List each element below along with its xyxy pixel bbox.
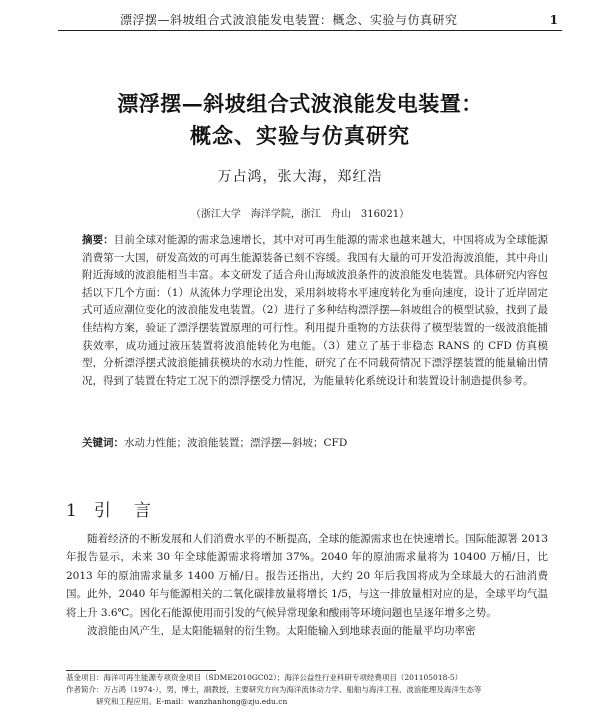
keywords-text: 水动力性能；波浪能装置；漂浮摆—斜坡；CFD [124,437,348,449]
section-title: 引 言 [93,501,154,521]
paper-title-line-2: 概念、实验与仿真研究 [190,123,410,148]
section-heading [66,496,154,521]
authors: 万占鸿，张大海，郑红浩 [217,169,383,185]
footnote-author-info: 作者简介：万占鸿（1974-），男，博士，副教授，主要研究方向为海洋流体动力学、船舶与海洋工程、波浪能理及海洋生态等 [66,685,482,694]
abstract-text: 目前全球对能源的需求急速增长，其中对可再生能源的需求也越来越大，中国将成为全球能源消费第一大国，研发高效的可再生能源装备已刻不容缓。我国有大量的可开发沿海波浪能，其中舟山附近海域的波浪能相当丰富。本文研发了适合舟山海域波浪条件的波浪能发电装置。具体研究内容包括以下几个方面：（1）从流体力学理论出发，采用斜坡将水平速度转化为垂向速度，设计了近岸固定式可适应潮位变化的波浪能发电装置。（2）进行了多种结构漂浮摆—斜坡组合的模型试验，找到了最佳结构方案，验证了漂浮摆装置原理的可行性。利用提升重物的方法获得了模型装置的一级波浪能捕获效率，成功通过液压装置将波浪能转化为电能。（3）建立了基于非稳态 RANS 的 CFD 仿真模型，分析漂浮摆式波浪能捕获模块的水动力性能，研究了在不同载荷情况下漂浮摆装置的能量输出情况，得到了装置在特定工况下的漂浮摆受力情况，为能量转化系统设计和装置设计制造提供参考。 [82,234,549,387]
running-head [58,10,562,31]
body-paragraph: 波浪能由风产生，是太阳能辐射的衍生物。太阳能输入到地球表面的能量平均功率密 [87,625,476,638]
abstract-label: 摘要： [82,234,114,246]
footnote-author-info-continued: 研究和工程应用。E-mail：wanzhanhong@zju.edu.cn [96,697,288,706]
footnotes [66,672,550,708]
body-paragraph: 随着经济的不断发展和人们消费水平的不断提高，全球的能源需求也在快速增长。国际能源署 2013 年报告显示，未来 30 年全球能源需求将增加 37%。2040 年的原油需求量将为 10400 万桶/日，比 2013 年的原油需求量多 1400 万桶/日。报告还指出，大约 20 年后我国将成为全球最大的石油消费国。此外，2040 年与能源相关的二氧化碳排放量将增长 1/5，与这一排放量相对应的是，全球平均气温将上升 3.6℃。因化石能源使用而引发的气候异常现象和酸雨等环境问题也呈逐年增多之势。 [66,533,548,619]
page-number: 1 [549,13,558,27]
section-number: 1 [66,501,80,521]
keywords-label: 关键词： [82,437,124,449]
abstract [82,232,548,390]
running-head-title: 漂浮摆—斜坡组合式波浪能发电装置：概念、实验与仿真研究 [120,13,458,27]
affiliation: （浙江大学 海洋学院，浙江 舟山 316021） [190,209,410,220]
keywords [82,434,548,452]
footnote-funding: 基金项目：海洋可再生能源专项资金项目（SDME2010GC02）；海洋公益性行业科研专项经费项目（201105018-5） [66,673,463,682]
footnote-divider [66,670,216,671]
paper-title-line-1: 漂浮摆—斜坡组合式波浪能发电装置： [117,91,483,116]
body-text [66,530,548,640]
